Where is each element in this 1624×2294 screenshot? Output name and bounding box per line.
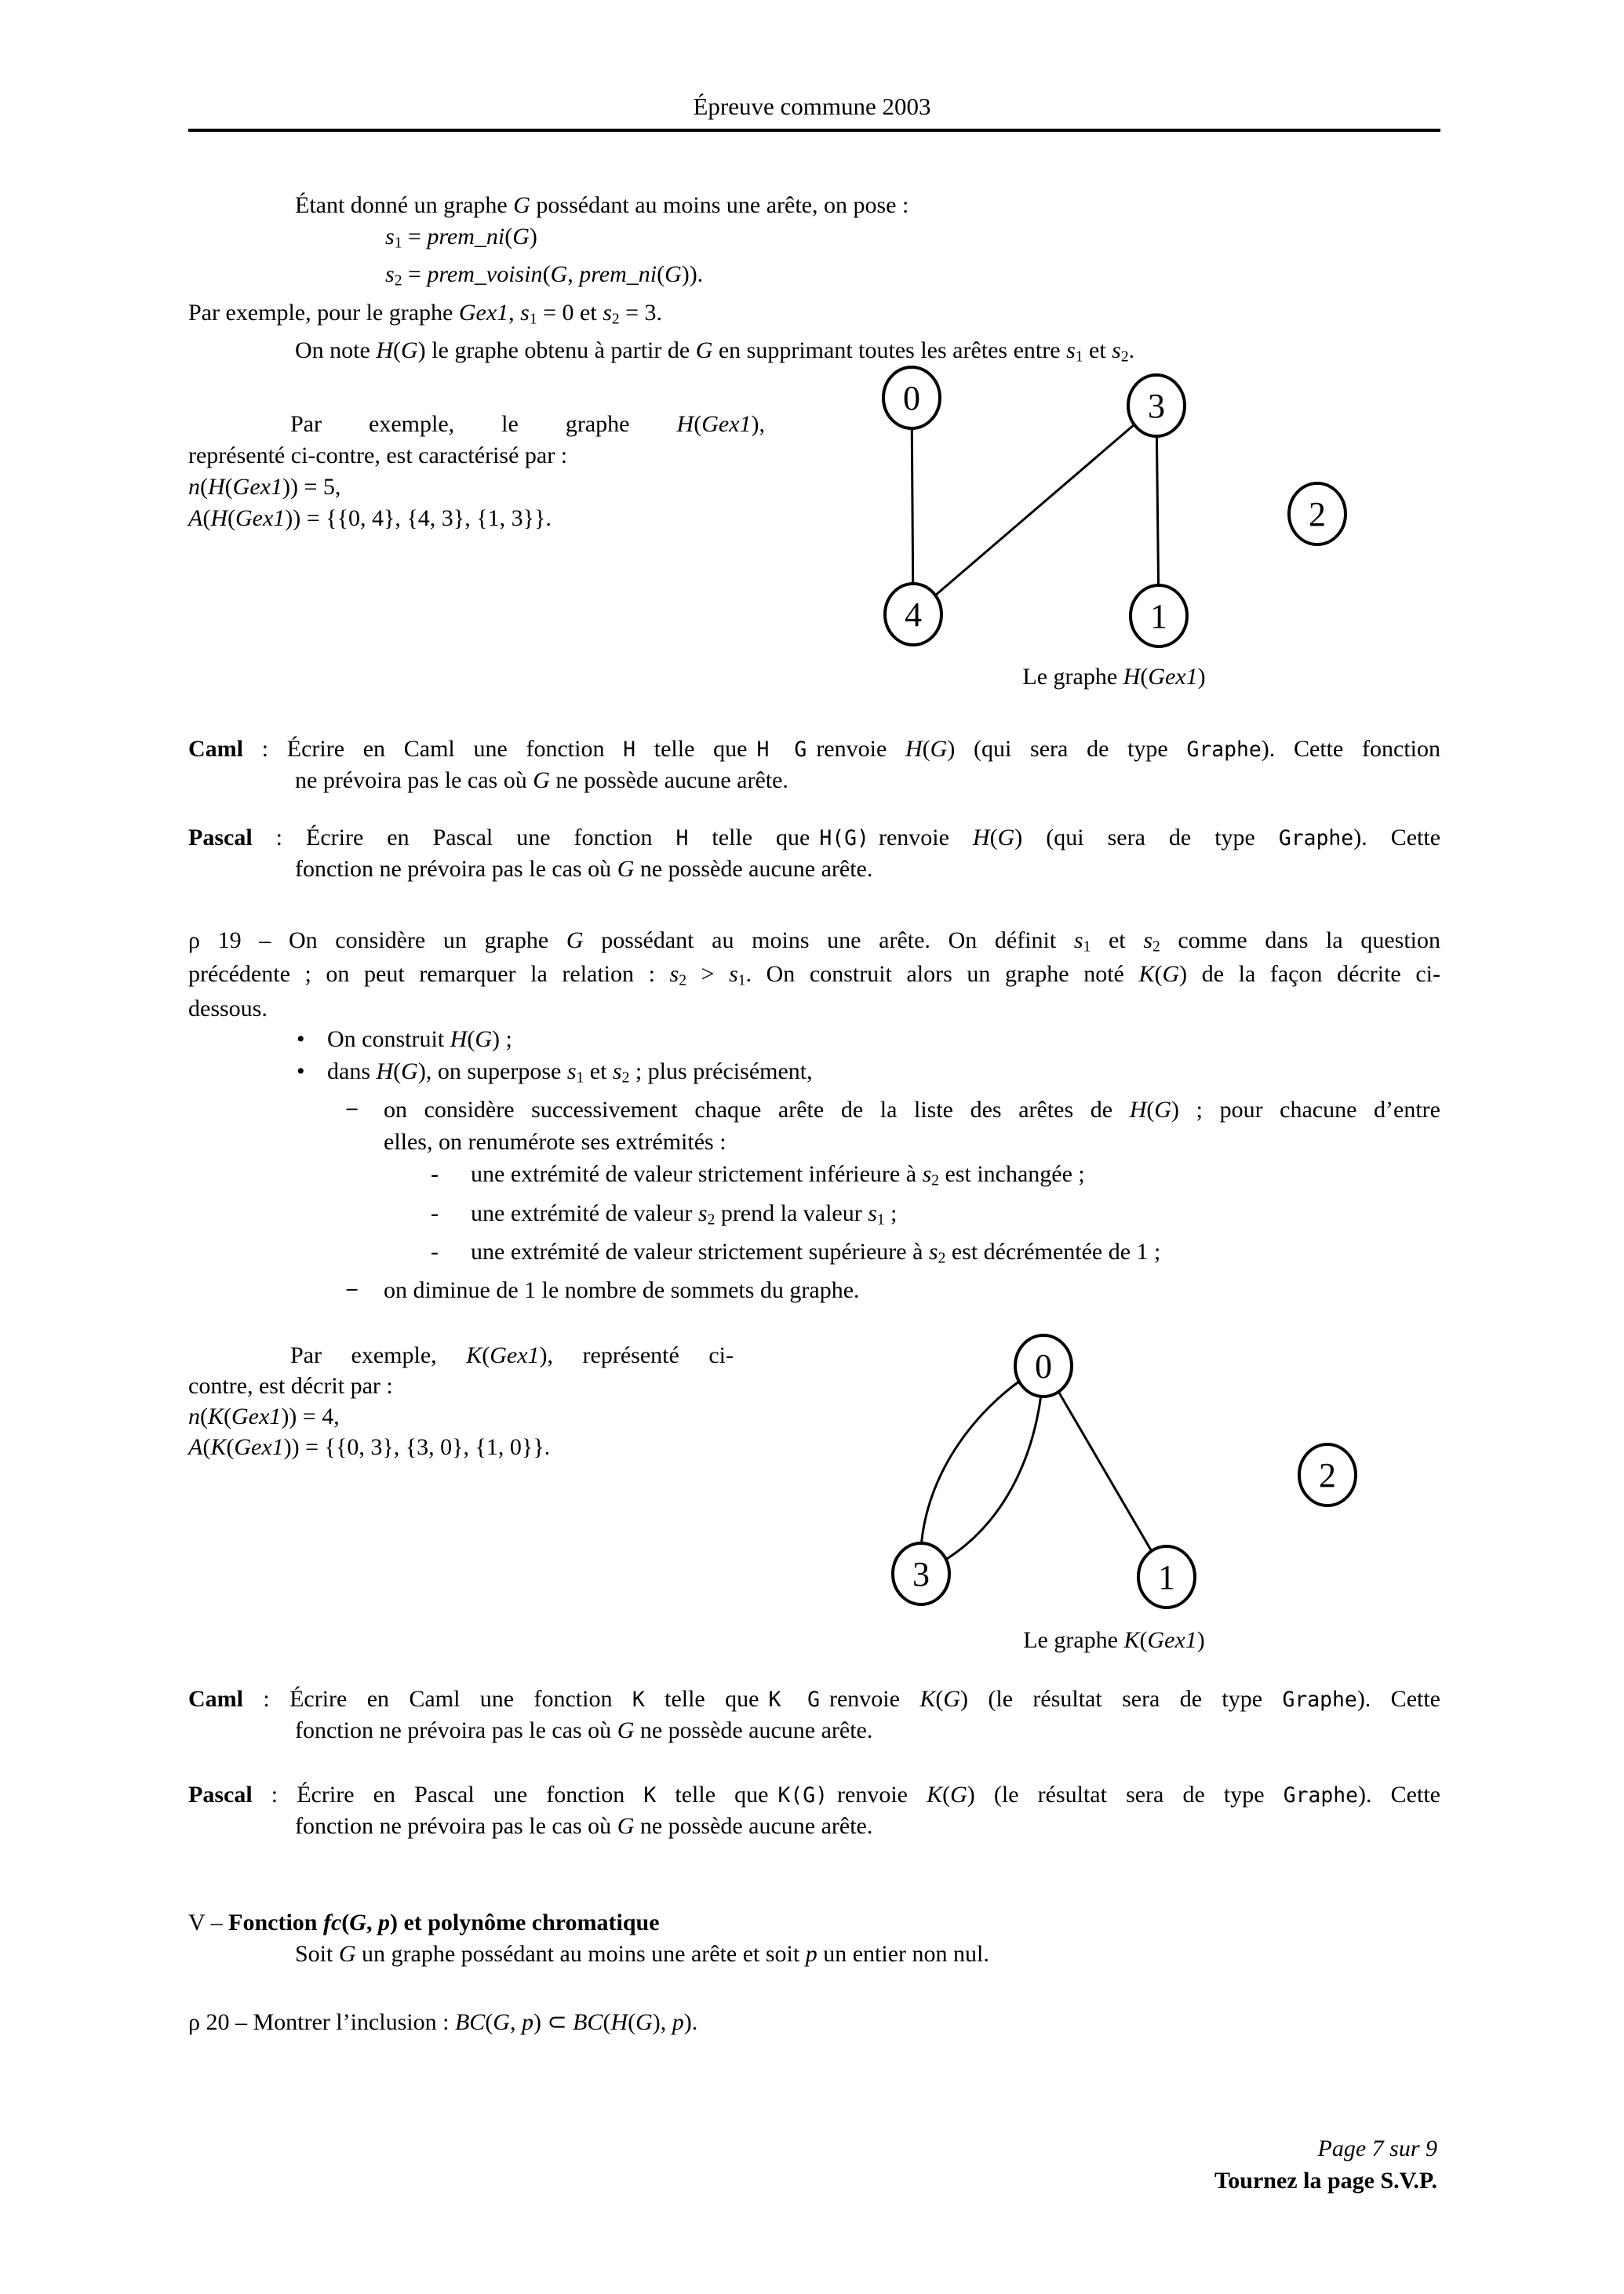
bullet-text: on diminue de 1 le nombre de sommets du graphe. xyxy=(384,1277,860,1304)
question-20-line: ρ 20 – Montrer l’inclusion : BC(G, p) ⊂ BC(H(G), p). xyxy=(188,2009,698,2035)
bullet-text: dans H(G), on superpose $s_1$ et $s_2$ ; plus précisément, xyxy=(327,1058,813,1087)
intro-line-hg: On note H(G) le graphe obtenu à partir de G en supprimant toutes les arêtes entre $s_1$ et $s_2$. xyxy=(295,337,1135,366)
dash-icon: − xyxy=(345,1097,359,1123)
graph-h-description xyxy=(188,409,765,534)
graph-k-desc-line-2: contre, est décrit par : xyxy=(188,1373,393,1399)
pascal-h-paragraph xyxy=(188,822,1440,884)
graph-h-desc-line-2: représenté ci-contre, est caractérisé par : xyxy=(188,442,568,468)
intro-eq-s1: $s_1$ = prem_ni(G) xyxy=(385,224,537,252)
q19-line-1: ρ 19 – On considère un graphe G possédant au moins une arête. On définit $s_1$ et $s_2$ comme dans la question xyxy=(188,927,1441,956)
graph-k-desc-line-3: n(K(Gex1)) = 4, xyxy=(188,1404,340,1429)
page-title: Épreuve commune 2003 xyxy=(693,93,931,120)
turn-page-notice: Tournez la page S.V.P. xyxy=(1214,2168,1437,2194)
bullet-text: une extrémité de valeur strictement inférieure à $s_2$ est inchangée ; xyxy=(471,1161,1085,1189)
graph-k-node-2-label: 2 xyxy=(1319,1456,1336,1495)
q19-bullet-list xyxy=(188,1023,1440,1306)
caml-h-line-1: Caml : Écrire en Caml une fonction H telle que H G renvoie H(G) (qui sera de type Graphe). Cette fonction xyxy=(188,736,1440,762)
pascal-k-paragraph xyxy=(188,1779,1440,1841)
pascal-h-line-1: Pascal : Écrire en Pascal une fonction H telle que H(G) renvoie H(G) (qui sera de type Graphe). Cette xyxy=(188,825,1441,850)
graph-h-edge-4-3 xyxy=(913,406,1156,614)
section-v-intro: Soit G un graphe possédant au moins une arête et soit p un entier non nul. xyxy=(295,1941,989,1967)
bullet-text: On construit H(G) ; xyxy=(327,1026,512,1052)
graph-k-desc-line-1: Par exemple, K(Gex1), représenté ci- xyxy=(290,1342,734,1368)
section-v-heading: V – Fonction fc(G, p) et polynôme chromatique xyxy=(188,1910,660,1935)
intro-line-example: Par exemple, pour le graphe Gex1, $s_1 = 0$ et $s_2 = 3$. xyxy=(188,299,663,327)
list-item xyxy=(188,1158,1440,1196)
graph-h-node-0-label: 0 xyxy=(903,379,920,417)
list-item xyxy=(188,1055,1440,1094)
bullet-text: une extrémité de valeur $s_2$ prend la valeur $s_1$ ; xyxy=(471,1200,898,1228)
bullet-icon: • xyxy=(297,1058,305,1084)
graph-h-desc-line-1: Par exemple, le graphe H(Gex1), xyxy=(290,411,765,437)
graph-k-description xyxy=(188,1340,734,1462)
caml-h-line-2: ne prévoira pas le cas où G ne possède aucune arête. xyxy=(295,767,788,793)
list-item xyxy=(188,1023,1440,1055)
q19-line-3: dessous. xyxy=(188,995,268,1021)
list-item xyxy=(188,1274,1440,1306)
pascal-k-line-1: Pascal : Écrire en Pascal une fonction K telle que K(G) renvoie K(G) (le résultat sera de type Graphe). Cette xyxy=(188,1782,1440,1808)
page-footer xyxy=(1214,2132,1437,2197)
graph-h-edge-0-4 xyxy=(912,398,913,614)
graph-h-desc-line-3: n(H(Gex1)) = 5, xyxy=(188,474,341,500)
intro-eq-s2: $s_2$ = prem_voisin(G, prem_ni(G)). xyxy=(385,261,704,289)
list-item-continuation xyxy=(188,1126,1440,1158)
bullet-text: on considère successivement chaque arête de la liste des arêtes de H(G) ; pour chacune d’entre xyxy=(384,1097,1440,1123)
hyphen-icon: - xyxy=(431,1238,439,1265)
graph-h-node-4-label: 4 xyxy=(905,595,922,634)
graph-h-node-3-label: 3 xyxy=(1148,387,1165,425)
header-rule xyxy=(188,129,1440,132)
hyphen-icon: - xyxy=(431,1161,439,1188)
graph-k-node-3-label: 3 xyxy=(912,1555,930,1593)
graph-h-caption: Le graphe H(Gex1) xyxy=(1022,664,1206,690)
graph-h-node-2-label: 2 xyxy=(1309,495,1326,533)
list-item xyxy=(188,1236,1440,1274)
graph-k-caption: Le graphe K(Gex1) xyxy=(1023,1627,1205,1653)
pascal-k-line-2: fonction ne prévoira pas le cas où G ne possède aucune arête. xyxy=(295,1813,873,1839)
caml-k-line-2: fonction ne prévoira pas le cas où G ne possède aucune arête. xyxy=(295,1717,873,1743)
caml-h-paragraph xyxy=(188,734,1440,796)
graph-k-desc-line-4: A(K(Gex1)) = {{0, 3}, {3, 0}, {1, 0}}. xyxy=(188,1434,551,1460)
graph-k-edge-1-0 xyxy=(1043,1366,1167,1577)
hyphen-icon: - xyxy=(431,1200,439,1226)
pascal-h-line-2: fonction ne prévoira pas le cas où G ne possède aucune arête. xyxy=(295,856,873,882)
graph-h-figure xyxy=(816,345,1365,698)
q19-line-2: précédente ; on peut remarquer la relation : $s_2 > s_1$. On construit alors un graphe noté K(G) de la façon décrite ci- xyxy=(188,961,1440,989)
bullet-icon: • xyxy=(297,1026,305,1052)
list-item xyxy=(188,1094,1440,1126)
list-item xyxy=(188,1197,1440,1236)
question-19-paragraph xyxy=(188,927,1440,1022)
graph-k-node-1-label: 1 xyxy=(1158,1558,1175,1597)
graph-k-node-0-label: 0 xyxy=(1035,1347,1052,1386)
caml-k-paragraph xyxy=(188,1684,1440,1746)
graph-h-node-1-label: 1 xyxy=(1150,597,1167,635)
page-number: Page 7 sur 9 xyxy=(1317,2136,1437,2161)
graph-h-desc-line-4: A(H(Gex1)) = {{0, 4}, {4, 3}, {1, 3}}. xyxy=(188,505,552,531)
bullet-text: une extrémité de valeur strictement supérieure à $s_2$ est décrémentée de 1 ; xyxy=(471,1238,1161,1267)
dash-icon: − xyxy=(345,1277,359,1304)
graph-k-edge-0-3-left xyxy=(920,1366,1043,1574)
intro-line-1: Étant donné un graphe G possédant au moins une arête, on pose : xyxy=(295,192,909,218)
bullet-text: elles, on renumérote ses extrémités : xyxy=(384,1129,726,1156)
graph-k-figure xyxy=(816,1318,1365,1671)
caml-k-line-1: Caml : Écrire en Caml une fonction K telle que K G renvoie K(G) (le résultat sera de type Graphe). Cette xyxy=(188,1686,1440,1712)
